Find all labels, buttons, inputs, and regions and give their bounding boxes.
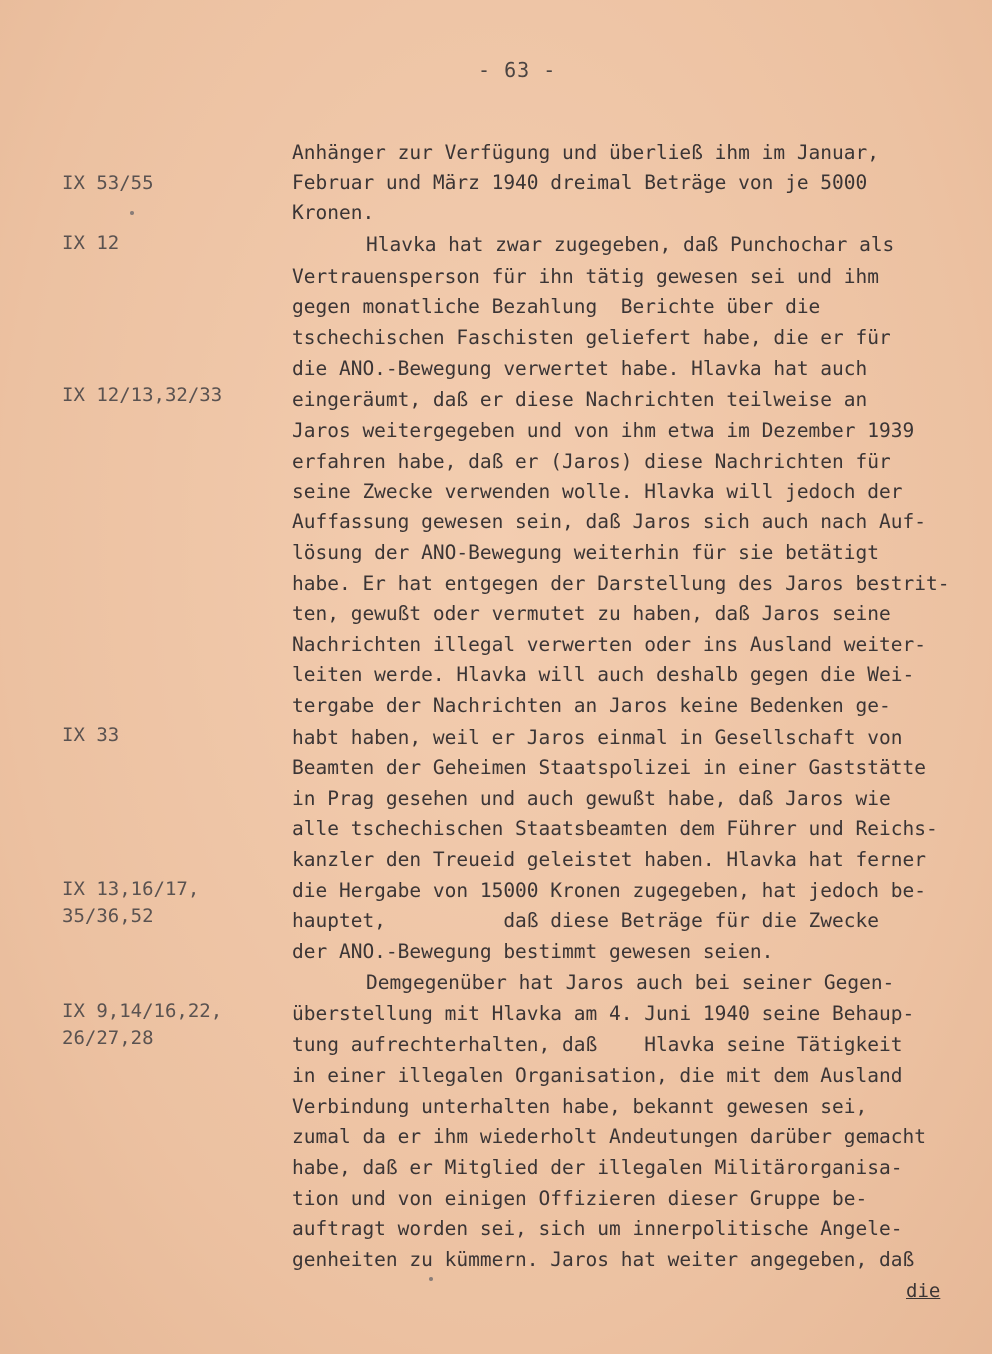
text-line: eingeräumt, daß er diese Nachrichten teilweise an [292,388,868,411]
text-line: Auffassung gewesen sein, daß Jaros sich auch nach Auf- [292,510,926,533]
text-line: Kronen. [292,201,375,224]
text-line: lösung der ANO-Bewegung weiterhin für sie betätigt [292,541,879,564]
text-line: Beamten der Geheimen Staatspolizei in einer Gaststätte [292,756,926,779]
text-line: leiten werde. Hlavka will auch deshalb gegen die Wei- [292,663,915,686]
text-line: seine Zwecke verwenden wolle. Hlavka will jedoch der [292,480,903,503]
text-line: die Hergabe von 15000 Kronen zugegeben, hat jedoch be- [292,879,926,902]
text-line: habe, daß er Mitglied der illegalen Militärorganisa- [292,1156,903,1179]
text-line: alle tschechischen Staatsbeamten dem Führer und Reichs- [292,817,938,840]
margin-note: IX 53/55 [62,172,154,194]
text-line: Februar und März 1940 dreimal Beträge von je 5000 [292,171,868,194]
text-line: tergabe der Nachrichten an Jaros keine Bedenken ge- [292,694,891,717]
text-line: habt haben, weil er Jaros einmal in Gesellschaft von [292,726,903,749]
text-line: Demgegenüber hat Jaros auch bei seiner Gegen- [366,971,895,994]
text-line: überstellung mit Hlavka am 4. Juni 1940 seine Behaup- [292,1002,915,1025]
text-line: in Prag gesehen und auch gewußt habe, daß Jaros wie [292,787,891,810]
margin-note: IX 13,16/17, 35/36,52 [62,878,200,927]
text-line: gegen monatliche Bezahlung Berichte über die [292,295,821,318]
margin-note: IX 9,14/16,22, 26/27,28 [62,1000,223,1049]
catchword: die [906,1280,941,1302]
text-line: Hlavka hat zwar zugegeben, daß Punchochar als [366,233,895,256]
text-line: in einer illegalen Organisation, die mit dem Ausland [292,1064,903,1087]
text-line: der ANO.-Bewegung bestimmt gewesen seien. [292,940,774,963]
text-line: Jaros weitergegeben und von ihm etwa im Dezember 1939 [292,419,915,442]
text-line: genheiten zu kümmern. Jaros hat weiter angegeben, daß [292,1248,915,1271]
text-line: Verbindung unterhalten habe, bekannt gewesen sei, [292,1095,868,1118]
page-number: - 63 - [478,58,557,82]
text-line: habe. Er hat entgegen der Darstellung des Jaros bestrit- [292,572,950,595]
text-line: Vertrauensperson für ihn tätig gewesen sei und ihm [292,265,879,288]
text-line: Nachrichten illegal verwerten oder ins Ausland weiter- [292,633,926,656]
margin-note: IX 33 [62,724,120,746]
text-line: Anhänger zur Verfügung und überließ ihm im Januar, [292,141,879,164]
text-line: ten, gewußt oder vermutet zu haben, daß Jaros seine [292,602,891,625]
text-line: zumal da er ihm wiederholt Andeutungen darüber gemacht [292,1125,926,1148]
text-line: erfahren habe, daß er (Jaros) diese Nachrichten für [292,450,891,473]
margin-note: IX 12/13,32/33 [62,384,223,406]
text-line: tion und von einigen Offizieren dieser Gruppe be- [292,1187,868,1210]
ink-speck [130,211,134,215]
text-line: auftragt worden sei, sich um innerpolitische Angele- [292,1217,903,1240]
text-line: kanzler den Treueid geleistet haben. Hlavka hat ferner [292,848,926,871]
ink-speck [429,1277,433,1281]
text-line: die ANO.-Bewegung verwertet habe. Hlavka hat auch [292,357,868,380]
text-line: hauptet, daß diese Beträge für die Zwecke [292,909,879,932]
text-line: tung aufrechterhalten, daß Hlavka seine Tätigkeit [292,1033,903,1056]
margin-note: IX 12 [62,232,120,254]
text-line: tschechischen Faschisten geliefert habe, die er für [292,326,891,349]
